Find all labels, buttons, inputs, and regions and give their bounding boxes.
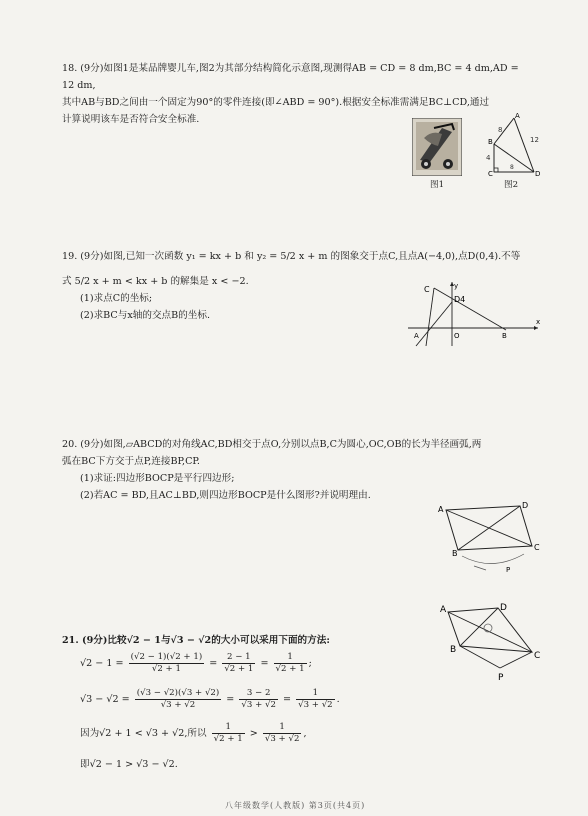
- sketch-label-d: D: [500, 603, 507, 613]
- eq2-frac-2: $\frac{3 - 2}{√3 + √2}$: [241, 688, 276, 710]
- q20-sub-1: (1)求证:四边形BOCP是平行四边形;: [80, 473, 235, 484]
- graph-label-b: B: [502, 332, 507, 340]
- page-footer: 八年级数学(人教版) 第3页(共4页): [225, 801, 366, 810]
- label-b: B: [488, 138, 493, 146]
- label-c: C: [488, 170, 493, 178]
- figure-2-diagram: [476, 112, 542, 178]
- note-ad: 12: [530, 136, 539, 144]
- q19-line-1: 19. (9分)如图,已知一次函数 y₁ = kx + b 和 y₂ = 5/2 x + m 的图象交于点C,且点A(−4,0),点D(0,4).不等: [62, 251, 521, 262]
- q18-line-1: 18. (9分)如图1是某品牌婴儿车,图2为其部分结构简化示意图,现测得AB = CD = 8 dm,BC = 4 dm,AD = 12 dm,: [62, 63, 519, 91]
- graph-label-x: x: [536, 318, 541, 326]
- eq2-frac-1: $\frac{(√3 - √2)(√3 + √2)}{√3 + √2}$: [136, 688, 220, 710]
- graph-label-d: D4: [454, 295, 466, 304]
- q20-figure-parallelogram: [432, 500, 544, 580]
- fig-label-c: C: [534, 543, 540, 552]
- eq1-frac-1: $\frac{(√2 - 1)(√2 + 1)}{√2 + 1}$: [130, 652, 203, 674]
- q21-equation-2: √3 − √2 = $\frac{(√3 - √2)(√3 + √2)}{√3 + √2}$ = $\frac{3 - 2}{√3 + √2}$ = $\frac{1}{√3 + √2}$ .: [80, 688, 340, 710]
- q19-sub-2: (2)求BC与x轴的交点B的坐标.: [80, 310, 211, 321]
- fig-label-d: D: [522, 501, 529, 510]
- note-ab: 8: [498, 126, 503, 134]
- fig-label-p: P: [506, 566, 511, 574]
- q19-sub-1: (1)求点C的坐标;: [80, 293, 153, 304]
- note-cd: 8: [510, 164, 514, 171]
- q20-line-2: 弧在BC下方交于点P,连接BP,CP.: [62, 456, 200, 467]
- question-20: [62, 436, 532, 504]
- eq2-frac-3: $\frac{1}{√3 + √2}$: [298, 688, 333, 710]
- question-21: [62, 632, 532, 649]
- sketch-label-p: P: [498, 673, 504, 683]
- q21-conclusion: 即√2 − 1 > √3 − √2.: [80, 759, 178, 770]
- q21-because: 因为√2 + 1 < √3 + √2,所以 $\frac{1}{√2 + 1}$ > $\frac{1}{√3 + √2}$ ,: [80, 722, 307, 744]
- eq1-frac-2: $\frac{2 - 1}{√2 + 1}$: [224, 652, 254, 674]
- q20-line-1: 20. (9分)如图,▱ABCD的对角线AC,BD相交于点O,分别以点B,C为圆心,OC,OB的长为半径画弧,两: [62, 439, 482, 450]
- note-bc: 4: [486, 154, 491, 162]
- figure-2-caption: 图2: [504, 180, 519, 190]
- eq1-frac-3: $\frac{1}{√2 + 1}$: [275, 652, 305, 674]
- eq2-lhs: √3 − √2 =: [80, 694, 130, 705]
- label-a: A: [515, 112, 520, 120]
- sketch-label-a: A: [440, 605, 447, 615]
- graph-label-y: y: [454, 282, 459, 290]
- eq1-lhs: √2 − 1 =: [80, 658, 124, 669]
- q19-line-2: 式 5/2 x + m < kx + b 的解集是 x < −2.: [62, 276, 249, 287]
- fig-label-a: A: [438, 505, 444, 514]
- graph-label-c: C: [424, 285, 430, 294]
- q18-line-3: 计算说明该车是否符合安全标准.: [62, 114, 200, 125]
- because-frac-1: $\frac{1}{√2 + 1}$: [213, 722, 243, 744]
- fig-label-b: B: [452, 549, 458, 558]
- q18-line-2: 其中AB与BD之间由一个固定为90°的零件连接(即∠ABD = 90°).根据安全标准需满足BC⊥CD,通过: [62, 97, 490, 108]
- q19-graph: [406, 280, 542, 350]
- stroller-photo: [412, 118, 462, 176]
- sketch-label-b: B: [450, 645, 457, 655]
- q21-equation-1: √2 − 1 = $\frac{(√2 - 1)(√2 + 1)}{√2 + 1}$ = $\frac{2 - 1}{√2 + 1}$ = $\frac{1}{√2 + 1}$ ;: [80, 652, 312, 674]
- sketch-label-c: C: [534, 651, 541, 661]
- q20-sub-2: (2)若AC = BD,且AC⊥BD,则四边形BOCP是什么图形?并说明理由.: [80, 490, 371, 501]
- q21-intro: 21. (9分)比较√2 − 1与√3 − √2的大小可以采用下面的方法:: [62, 635, 330, 646]
- because-text: 因为√2 + 1 < √3 + √2,所以: [80, 728, 207, 739]
- graph-label-a: A: [414, 332, 419, 340]
- because-frac-2: $\frac{1}{√3 + √2}$: [264, 722, 300, 744]
- figure-1-caption: 图1: [430, 180, 445, 190]
- label-d: D: [535, 170, 541, 178]
- graph-label-o: O: [454, 332, 460, 340]
